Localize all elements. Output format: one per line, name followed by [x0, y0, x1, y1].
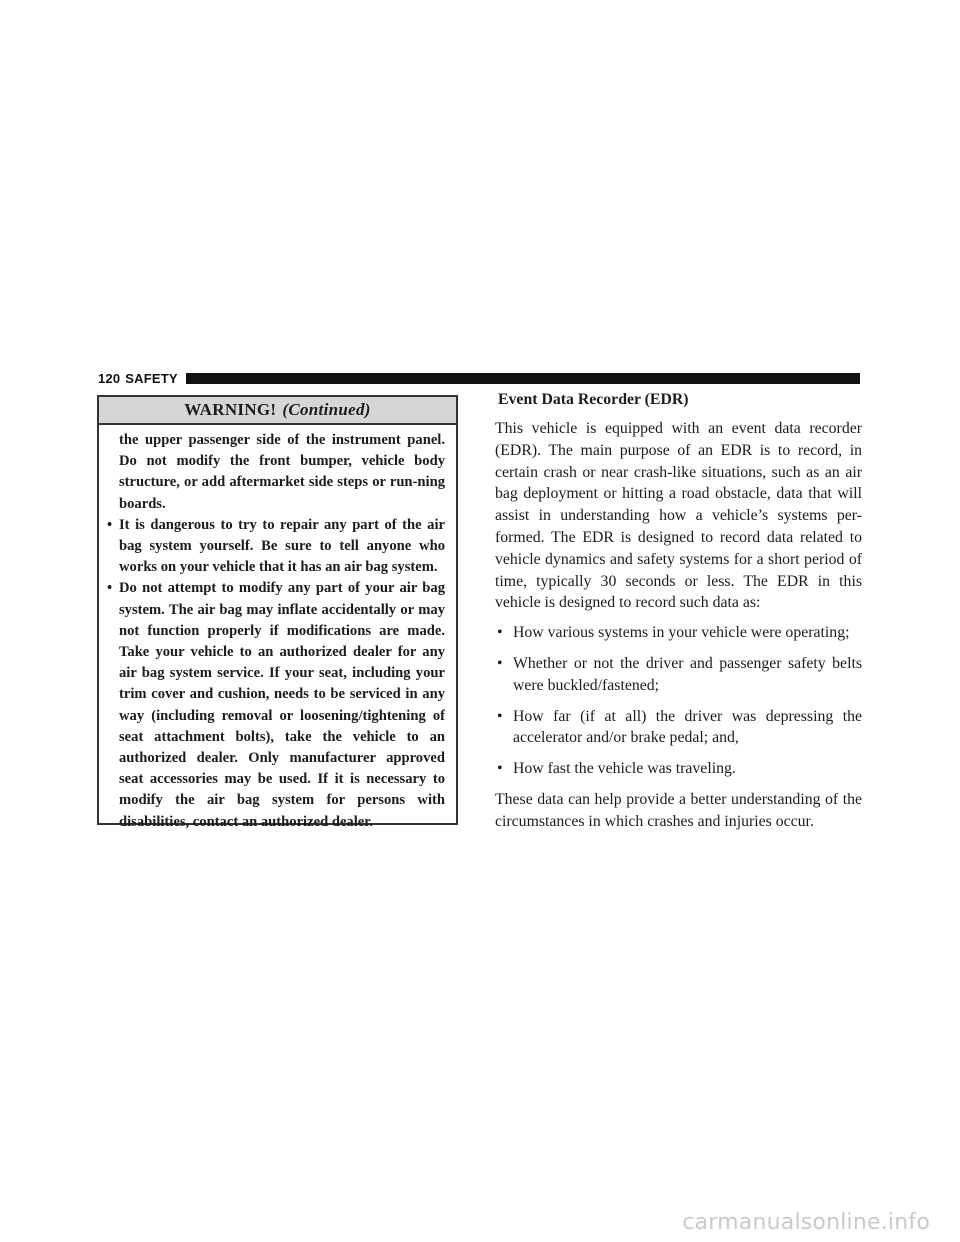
warning-title-bar: [99, 397, 456, 425]
section-heading: Event Data Recorder (EDR): [498, 391, 689, 408]
warning-body: [99, 425, 456, 833]
list-item: • How far (if at all) the driver was depressing the accelerator and/or brake pedal; and,: [495, 706, 862, 750]
edr-list: [495, 622, 862, 780]
edr-section: [495, 390, 862, 833]
warning-title: WARNING!: [184, 400, 277, 419]
section-name: SAFETY: [125, 370, 178, 386]
warning-lead-text: the upper passenger side of the instrument panel. Do not modify the front bumper, vehicle body structure, or add aftermarket side steps or run-ning boards.: [119, 432, 445, 512]
warning-item: • It is dangerous to try to repair any part of the air bag system yourself. Be sure to tell anyone who works on your vehicle that it has an air bag system.: [111, 515, 445, 579]
warning-list: [111, 515, 445, 833]
warning-item: • Do not attempt to modify any part of your air bag system. The air bag may inflate accidentally or may not function properly if modifications are made. Take your vehicle to an authorized dealer for any air bag system service. If your seat, including your trim cover and cushion, needs to be serviced in any way (including removal or loosening/tightening of seat attachment bolts), take the vehicle to an authorized dealer. Only manufacturer approved seat accessories may be used. If it is necessary to modify the air bag system for persons with disabilities, contact an authorized dealer.: [111, 578, 445, 832]
warning-continued: (Continued): [282, 400, 371, 419]
header-rule: [186, 373, 860, 384]
edr-closing: These data can help provide a better understanding of the circumstances in which crashes and injuries occur.: [495, 790, 862, 830]
page-number: 120: [98, 370, 121, 386]
list-item: • Whether or not the driver and passenger safety belts were buckled/fastened;: [495, 653, 862, 697]
header-label: [98, 371, 178, 386]
warning-box: [97, 395, 458, 830]
edr-intro: This vehicle is equipped with an event data recorder (EDR). The main purpose of an EDR is to record, in certain crash or near crash-like situations, such as an air bag deployment or hitting a road obstacle, data that will assist in understanding how a vehicle’s systems per-formed. The EDR is designed to record data related to vehicle dynamics and safety systems for a short period of time, typically 30 seconds or less. The EDR in this vehicle is designed to record such data as:: [495, 420, 862, 612]
watermark: carmanualsonline.info: [682, 1210, 930, 1235]
page-header: [98, 369, 860, 387]
list-item: • How fast the vehicle was traveling.: [495, 758, 862, 780]
list-item: • How various systems in your vehicle were operating;: [495, 622, 862, 644]
